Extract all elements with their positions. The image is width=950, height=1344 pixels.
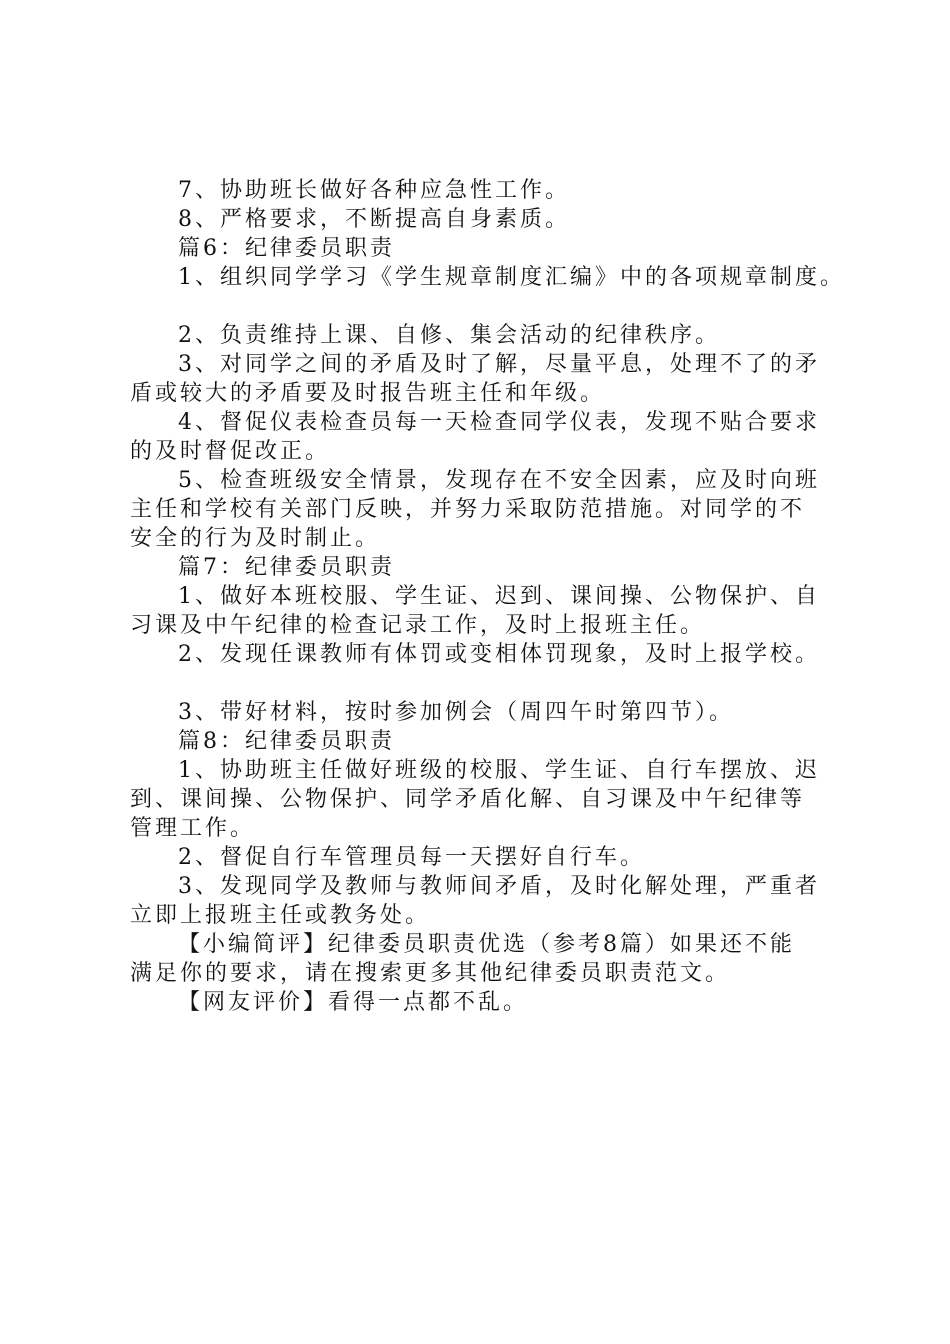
editor-comment-continuation: 满足你的要求，请在搜索更多其他纪律委员职责范文。 [130,961,731,986]
section-heading: 篇7：纪律委员职责 [178,555,395,580]
blank-line [130,669,830,698]
list-item: 1、协助班主任做好班级的校服、学生证、自行车摆放、迟 [178,758,820,783]
list-item-continuation: 主任和学校有关部门反映，并努力采取防范措施。对同学的不 [130,497,806,522]
list-item: 5、检查班级安全情景，发现存在不安全因素，应及时向班 [178,468,820,493]
list-item-continuation: 到、课间操、公物保护、同学矛盾化解、自习课及中午纪律等 [130,787,806,812]
list-item-continuation: 安全的行为及时制止。 [130,526,381,551]
blank-line [130,292,830,321]
list-item-continuation: 的及时督促改正。 [130,439,331,464]
list-item: 2、负责维持上课、自修、集会活动的纪律秩序。 [178,323,720,348]
list-item: 1、组织同学学习《学生规章制度汇编》中的各项规章制度。 [178,265,845,290]
list-item: 3、带好材料，按时参加例会（周四午时第四节）。 [178,700,734,725]
editor-comment: 【小编简评】纪律委员职责优选（参考8篇）如果还不能 [178,932,795,957]
list-item: 3、发现同学及教师与教师间矛盾，及时化解处理，严重者 [178,874,820,899]
list-item: 2、督促自行车管理员每一天摆好自行车。 [178,845,645,870]
list-item: 4、督促仪表检查员每一天检查同学仪表，发现不贴合要求 [178,410,820,435]
document-body [130,176,845,1017]
section-heading: 篇8：纪律委员职责 [178,729,395,754]
list-item-continuation: 盾或较大的矛盾要及时报告班主任和年级。 [130,381,606,406]
list-item-continuation: 管理工作。 [130,816,256,841]
list-item-continuation: 立即上报班主任或教务处。 [130,903,431,928]
list-item: 8、严格要求，不断提高自身素质。 [178,207,570,232]
list-item: 1、做好本班校服、学生证、迟到、课间操、公物保护、自 [178,584,820,609]
list-item: 3、对同学之间的矛盾及时了解，尽量平息，处理不了的矛 [178,352,820,377]
list-item-continuation: 习课及中午纪律的检查记录工作，及时上报班主任。 [130,613,706,638]
list-item: 2、发现任课教师有体罚或变相体罚现象，及时上报学校。 [178,642,820,667]
list-item: 7、协助班长做好各种应急性工作。 [178,178,570,203]
reader-review: 【网友评价】看得一点都不乱。 [178,990,529,1015]
section-heading: 篇6：纪律委员职责 [178,236,395,261]
